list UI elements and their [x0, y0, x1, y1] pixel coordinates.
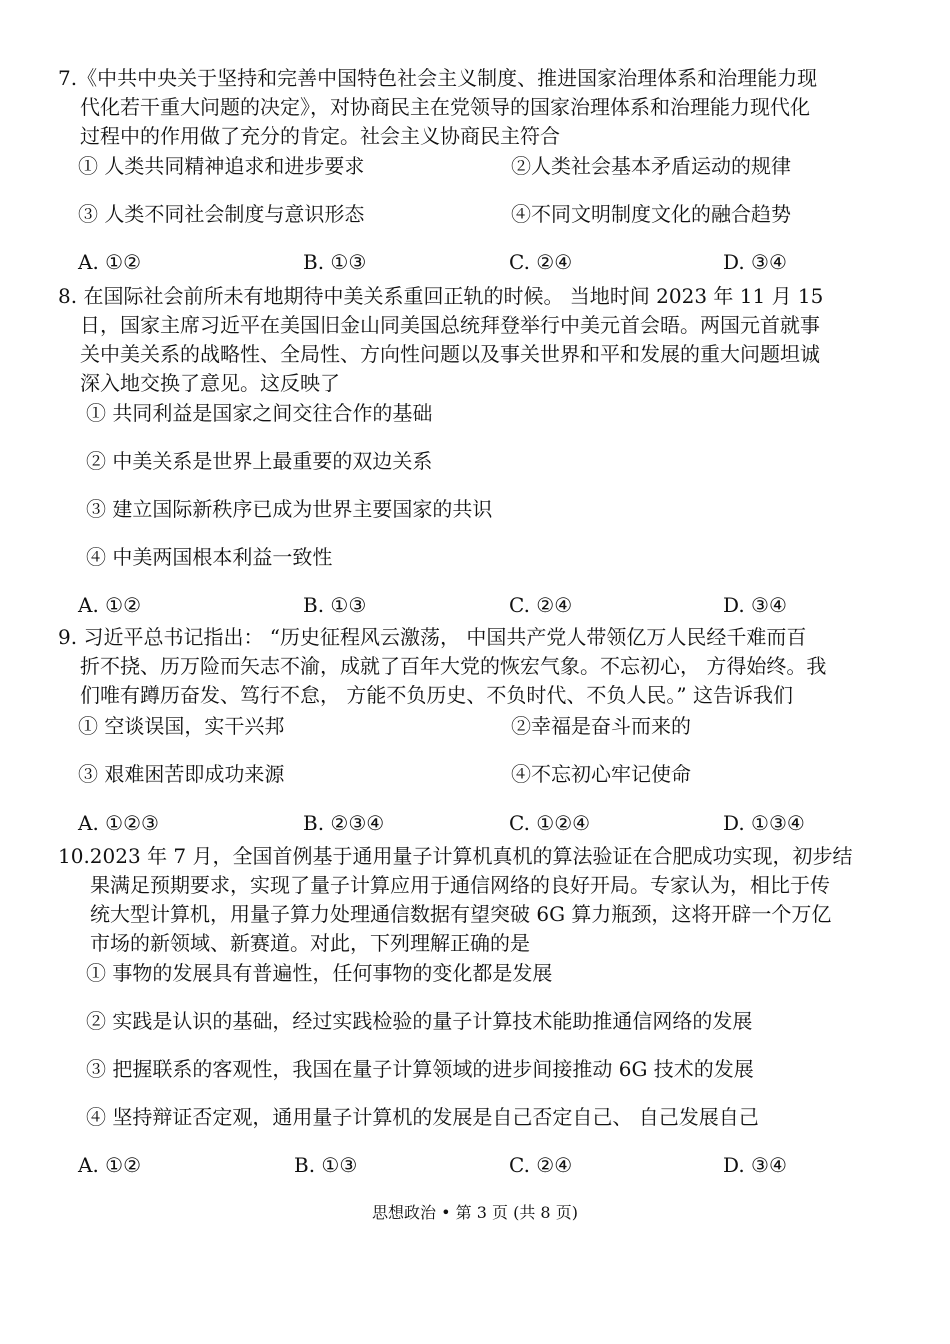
question-10-statement-2: ② 实践是认识的基础，经过实践检验的量子计算技术能助推通信网络的发展 [86, 1009, 753, 1033]
question-7-choice-c[interactable]: C. ②④ [509, 250, 573, 274]
question-8-choice-b[interactable]: B. ①③ [303, 593, 367, 617]
question-9-statement-3: ③ 艰难困苦即成功来源 [78, 762, 285, 786]
question-8-line-1: 8. 在国际社会前所未有地期待中美关系重回正轨的时候。 当地时间 2023 年 11 月 15 [58, 284, 824, 308]
question-10-line-2: 果满足预期要求，实现了量子计算应用于通信网络的良好开局。专家认为，相比于传 [90, 873, 830, 897]
question-9-choice-d[interactable]: D. ①③④ [723, 811, 805, 835]
question-10-choice-c[interactable]: C. ②④ [509, 1153, 573, 1177]
question-7-choice-a[interactable]: A. ①② [78, 250, 142, 274]
question-10-statement-4: ④ 坚持辩证否定观，通用量子计算机的发展是自己否定自己、 自己发展自己 [86, 1105, 759, 1129]
question-8-line-3: 关中美关系的战略性、全局性、方向性问题以及事关世界和平和发展的重大问题坦诚 [80, 342, 820, 366]
question-10-statement-3: ③ 把握联系的客观性，我国在量子计算领域的进步间接推动 6G 技术的发展 [86, 1057, 754, 1081]
question-10-line-4: 市场的新领域、新赛道。对此，下列理解正确的是 [90, 931, 530, 955]
question-8-choice-d[interactable]: D. ③④ [723, 593, 787, 617]
question-8-statement-4: ④ 中美两国根本利益一致性 [86, 545, 333, 569]
question-7-line-1: 7.《中共中央关于坚持和完善中国特色社会主义制度、推进国家治理体系和治理能力现 [58, 66, 818, 90]
question-7-statement-1: ① 人类共同精神追求和进步要求 [78, 154, 365, 178]
question-8-choice-c[interactable]: C. ②④ [509, 593, 573, 617]
question-9-line-2: 折不挠、历万险而矢志不渝，成就了百年大党的恢宏气象。不忘初心， 方得始终。我 [80, 654, 827, 678]
question-9-statement-4: ④不忘初心牢记使命 [511, 762, 691, 786]
question-7-choice-d[interactable]: D. ③④ [723, 250, 787, 274]
question-7-line-2: 代化若干重大问题的决定》，对协商民主在党领导的国家治理体系和治理能力现代化 [80, 95, 810, 119]
question-9-choice-c[interactable]: C. ①②④ [509, 811, 591, 835]
question-7-choice-b[interactable]: B. ①③ [303, 250, 367, 274]
question-10-line-3: 统大型计算机，用量子算力处理通信数据有望突破 6G 算力瓶颈，这将开辟一个万亿 [90, 902, 832, 926]
question-8-line-4: 深入地交换了意见。这反映了 [80, 371, 340, 395]
question-10-line-1: 10.2023 年 7 月，全国首例基于通用量子计算机真机的算法验证在合肥成功实现，初步结 [58, 844, 853, 868]
question-10-choice-a[interactable]: A. ①② [78, 1153, 142, 1177]
question-7-statement-3: ③ 人类不同社会制度与意识形态 [78, 202, 365, 226]
question-8-statement-3: ③ 建立国际新秩序已成为世界主要国家的共识 [86, 497, 493, 521]
question-10-choice-d[interactable]: D. ③④ [723, 1153, 787, 1177]
question-10-choice-b[interactable]: B. ①③ [294, 1153, 358, 1177]
question-7-line-3: 过程中的作用做了充分的肯定。社会主义协商民主符合 [80, 124, 560, 148]
question-10-statement-1: ① 事物的发展具有普遍性，任何事物的变化都是发展 [86, 961, 553, 985]
question-8-statement-2: ② 中美关系是世界上最重要的双边关系 [86, 449, 433, 473]
question-9-choice-a[interactable]: A. ①②③ [78, 811, 159, 835]
question-8-line-2: 日，国家主席习近平在美国旧金山同美国总统拜登举行中美元首会晤。两国元首就事 [80, 313, 820, 337]
question-9-line-3: 们唯有蹲历奋发、笃行不怠， 方能不负历史、不负时代、不负人民。” 这告诉我们 [80, 683, 793, 707]
question-9-choice-b[interactable]: B. ②③④ [303, 811, 385, 835]
question-8-statement-1: ① 共同利益是国家之间交往合作的基础 [86, 401, 433, 425]
question-7-statement-2: ②人类社会基本矛盾运动的规律 [511, 154, 791, 178]
question-7-statement-4: ④不同文明制度文化的融合趋势 [511, 202, 791, 226]
question-9-statement-1: ① 空谈误国，实干兴邦 [78, 714, 285, 738]
question-8-choice-a[interactable]: A. ①② [78, 593, 142, 617]
page-footer: 思想政治 • 第 3 页 (共 8 页) [372, 1203, 578, 1222]
question-9-line-1: 9. 习近平总书记指出： “历史征程风云激荡， 中国共产党人带领亿万人民经千难而百 [58, 625, 807, 649]
question-9-statement-2: ②幸福是奋斗而来的 [511, 714, 691, 738]
